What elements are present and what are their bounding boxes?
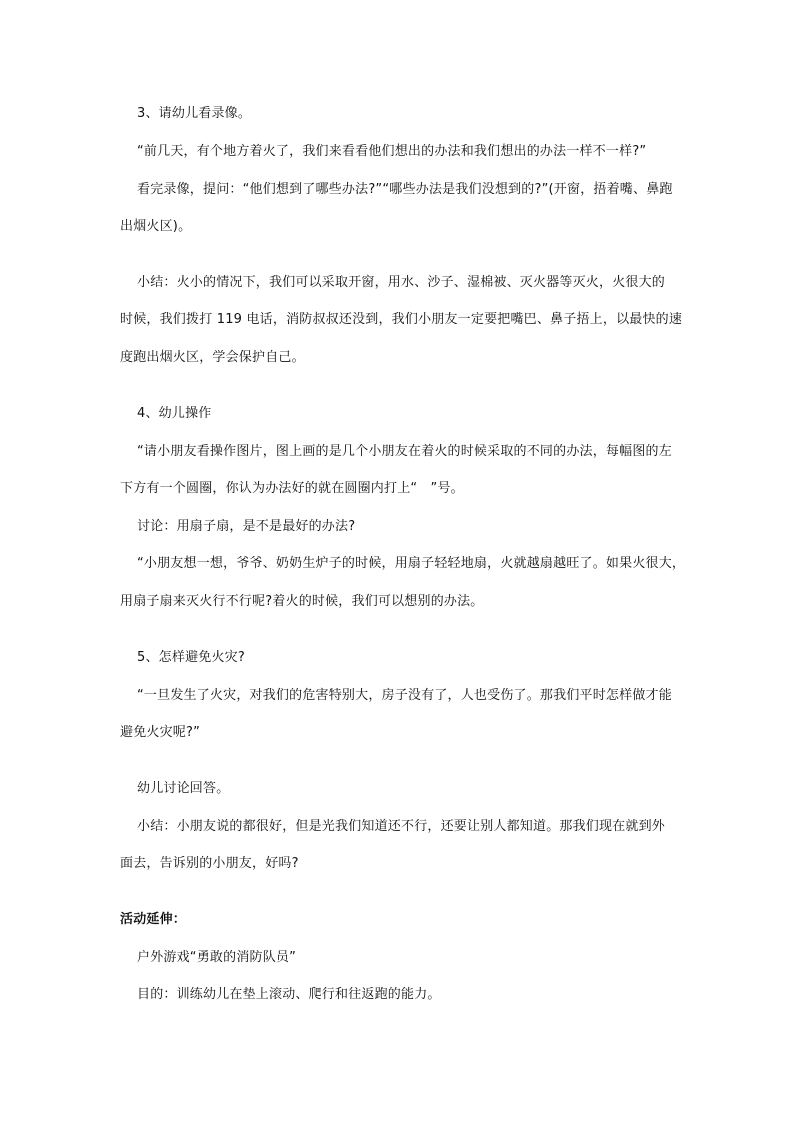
section-3-summary-line-3: 度跑出烟火区，学会保护自己。 [120, 350, 305, 365]
section-5-paragraph-line-2: 避免火灾呢?” [120, 725, 201, 740]
section-4-instruction-line-1: “请小朋友看操作图片，图上画的是几个小朋友在着火的时候采取的不同的办法，每幅图的左 [137, 444, 672, 459]
section-5-summary-line-1: 小结：小朋友说的都很好，但是光我们知道还不行，还要让别人都知道。那我们现在就到外 [137, 819, 666, 834]
section-3-intro: “前几天，有个地方着火了，我们来看看他们想出的办法和我们想出的办法一样不一样?” [137, 144, 647, 159]
section-3-summary-line-1: 小结：火小的情况下，我们可以采取开窗，用水、沙子、湿棉被、灭火器等灭火，火很大的 [137, 275, 666, 290]
section-5-paragraph-line-1: “一旦发生了火灾，对我们的危害特别大，房子没有了，人也受伤了。那我们平时怎样做才能 [137, 688, 672, 703]
section-4-heading: 4、幼儿操作 [137, 406, 212, 421]
extension-goal: 目的：训练幼儿在垫上滚动、爬行和往返跑的能力。 [137, 987, 441, 1002]
section-3-question-line-1: 看完录像，提问：“他们想到了哪些办法?”“哪些办法是我们没想到的?”(开窗，捂着嘴、鼻跑 [137, 182, 673, 197]
section-5-answer: 幼儿讨论回答。 [137, 781, 230, 796]
extension-heading: 活动延伸： [120, 912, 187, 927]
section-4-paragraph-line-1: “小朋友想一想，爷爷、奶奶生炉子的时候，用扇子轻轻地扇，火就越扇越旺了。如果火很大， [137, 556, 686, 571]
extension-game: 户外游戏“勇敢的消防队员” [137, 950, 297, 965]
section-5-summary-line-2: 面去，告诉别的小朋友，好吗? [120, 856, 299, 871]
section-3-summary-line-2: 时候，我们拨打 119 电话，消防叔叔还没到，我们小朋友一定要把嘴巴、鼻子捂上，以最快的速 [120, 312, 683, 327]
section-4-instruction-line-2: 下方有一个圆圈，你认为办法好的就在圆圈内打上“ ”号。 [120, 481, 464, 496]
section-3-question-line-2: 出烟火区)。 [120, 219, 192, 234]
section-4-paragraph-line-2: 用扇子扇来灭火行不行呢?着火的时候，我们可以想别的办法。 [120, 594, 484, 609]
section-3-heading: 3、请幼儿看录像。 [137, 106, 252, 121]
section-5-heading: 5、怎样避免火灾? [137, 650, 245, 665]
section-4-discussion: 讨论：用扇子扇，是不是最好的办法? [137, 519, 356, 534]
